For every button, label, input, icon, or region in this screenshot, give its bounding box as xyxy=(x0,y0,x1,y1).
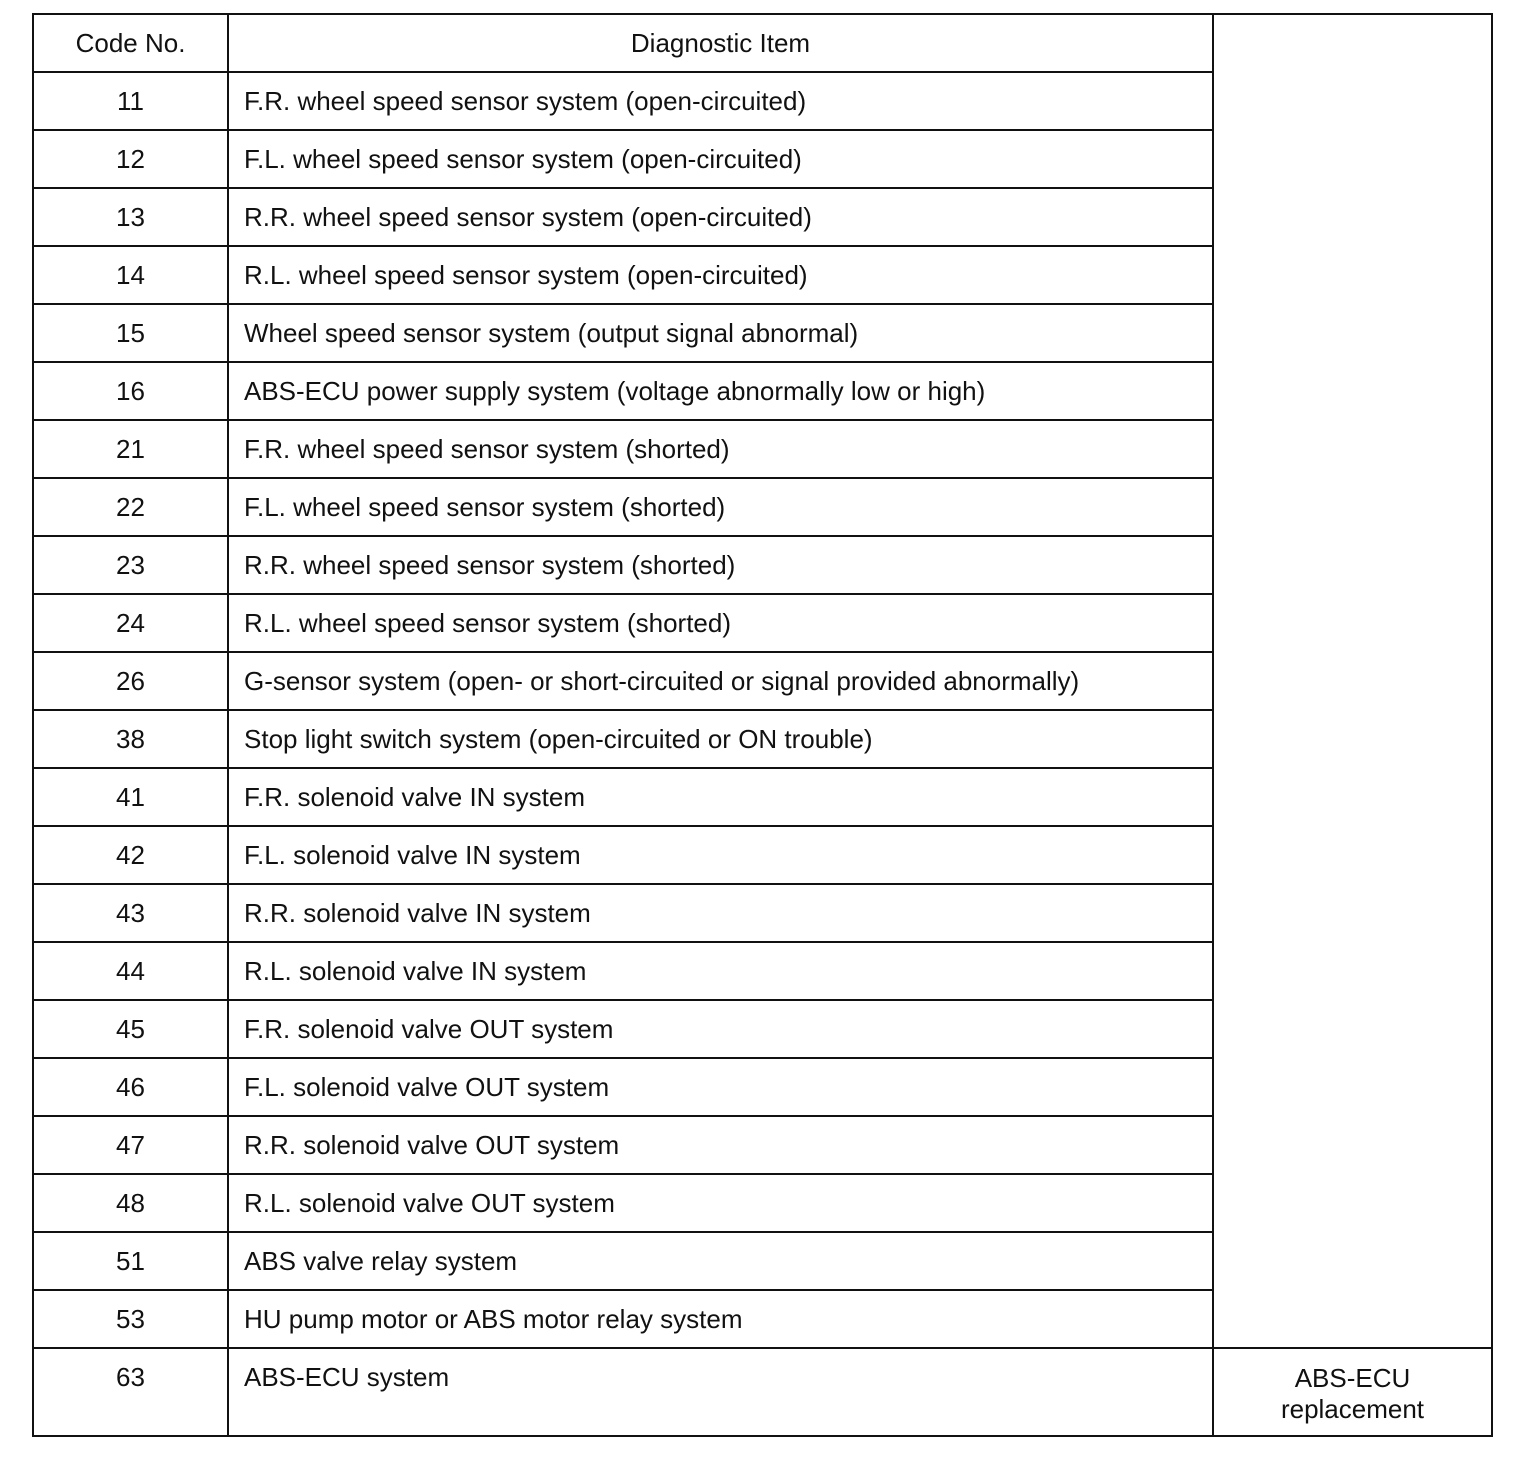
code-cell: 38 xyxy=(33,710,228,768)
code-cell: 16 xyxy=(33,362,228,420)
code-cell: 42 xyxy=(33,826,228,884)
diagnostic-item-cell: R.R. wheel speed sensor system (shorted) xyxy=(228,536,1213,594)
diagnostic-item-cell: F.R. solenoid valve OUT system xyxy=(228,1000,1213,1058)
diagnostic-item-cell: F.L. solenoid valve IN system xyxy=(228,826,1213,884)
table-row xyxy=(33,1348,1492,1436)
diagnostic-item-cell: F.R. solenoid valve IN system xyxy=(228,768,1213,826)
code-cell: 46 xyxy=(33,1058,228,1116)
diagnostic-item-cell: F.L. solenoid valve OUT system xyxy=(228,1058,1213,1116)
table-body xyxy=(33,14,1492,1436)
diagnostic-item-cell: R.L. solenoid valve OUT system xyxy=(228,1174,1213,1232)
diagnostic-item-cell: ABS valve relay system xyxy=(228,1232,1213,1290)
remedy-cell-blank xyxy=(1213,14,1492,1348)
header-diagnostic-item: Diagnostic Item xyxy=(228,14,1213,72)
header-row xyxy=(33,14,1492,72)
diagnostic-item-cell: R.L. wheel speed sensor system (open-circuited) xyxy=(228,246,1213,304)
code-cell: 15 xyxy=(33,304,228,362)
diagnostic-item-cell: R.R. wheel speed sensor system (open-circuited) xyxy=(228,188,1213,246)
code-cell: 44 xyxy=(33,942,228,1000)
code-cell: 24 xyxy=(33,594,228,652)
diagnostic-item-cell: Wheel speed sensor system (output signal abnormal) xyxy=(228,304,1213,362)
diagnostic-item-cell: F.L. wheel speed sensor system (shorted) xyxy=(228,478,1213,536)
code-cell: 53 xyxy=(33,1290,228,1348)
diagnostic-item-cell: G-sensor system (open- or short-circuited or signal provided abnormally) xyxy=(228,652,1213,710)
code-cell: 45 xyxy=(33,1000,228,1058)
code-cell: 43 xyxy=(33,884,228,942)
diagnostic-item-cell: R.R. solenoid valve IN system xyxy=(228,884,1213,942)
diagnostic-item-cell: ABS-ECU system xyxy=(228,1348,1213,1436)
diagnostic-item-cell: ABS-ECU power supply system (voltage abnormally low or high) xyxy=(228,362,1213,420)
diagnostic-item-cell: R.R. solenoid valve OUT system xyxy=(228,1116,1213,1174)
diagnostic-code-table xyxy=(32,13,1493,1437)
code-cell: 41 xyxy=(33,768,228,826)
code-cell: 12 xyxy=(33,130,228,188)
code-cell: 21 xyxy=(33,420,228,478)
diagnostic-item-cell: Stop light switch system (open-circuited or ON trouble) xyxy=(228,710,1213,768)
diagnostic-item-cell: R.L. wheel speed sensor system (shorted) xyxy=(228,594,1213,652)
code-cell: 11 xyxy=(33,72,228,130)
code-cell: 23 xyxy=(33,536,228,594)
code-cell: 47 xyxy=(33,1116,228,1174)
remedy-cell xyxy=(1213,1348,1492,1436)
code-cell: 13 xyxy=(33,188,228,246)
code-cell: 22 xyxy=(33,478,228,536)
diagnostic-item-cell: HU pump motor or ABS motor relay system xyxy=(228,1290,1213,1348)
code-cell: 26 xyxy=(33,652,228,710)
diagnostic-item-cell: F.L. wheel speed sensor system (open-circuited) xyxy=(228,130,1213,188)
code-cell: 51 xyxy=(33,1232,228,1290)
diagnostic-item-cell: R.L. solenoid valve IN system xyxy=(228,942,1213,1000)
code-cell: 48 xyxy=(33,1174,228,1232)
remedy-line-2: replacement xyxy=(1280,1394,1425,1424)
remedy-line-1: ABS-ECU xyxy=(1294,1363,1411,1393)
header-code-no: Code No. xyxy=(33,14,228,72)
diagnostic-item-cell: F.R. wheel speed sensor system (open-circuited) xyxy=(228,72,1213,130)
code-cell: 63 xyxy=(33,1348,228,1436)
code-cell: 14 xyxy=(33,246,228,304)
diagnostic-item-cell: F.R. wheel speed sensor system (shorted) xyxy=(228,420,1213,478)
